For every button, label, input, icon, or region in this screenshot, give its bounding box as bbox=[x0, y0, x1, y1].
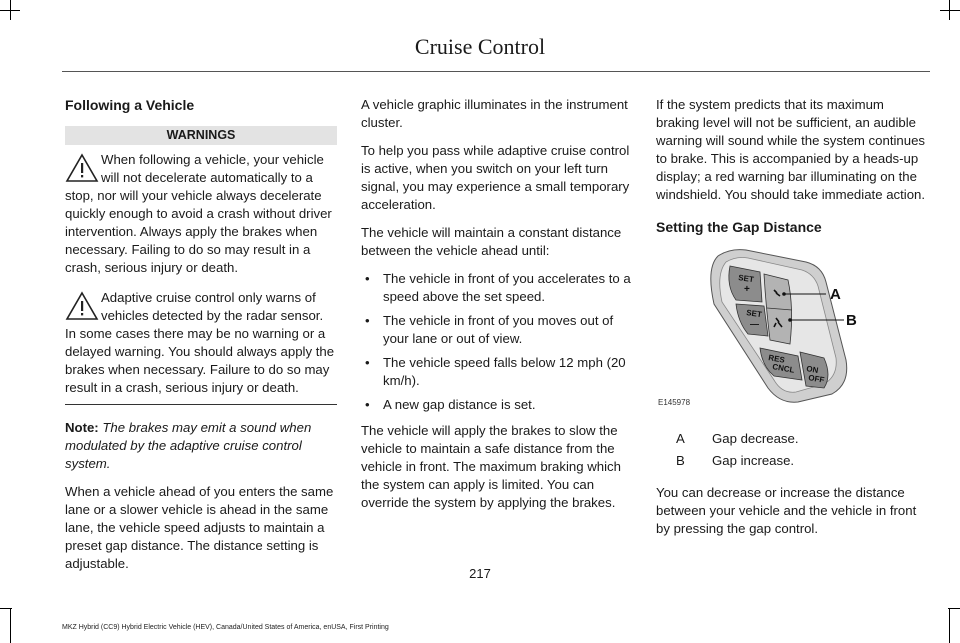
footer-text: MKZ Hybrid (CC9) Hybrid Electric Vehicle (HEV), Canada/United States of America, enUSA, First Printing bbox=[62, 624, 389, 631]
crop-mark-bottom-right bbox=[949, 608, 950, 643]
col2-paragraph-2: To help you pass while adaptive cruise control is active, when you switch on your left turn signal, you may experience a small temporary acceleration. bbox=[361, 143, 630, 212]
crop-mark-bottom-left-h bbox=[0, 608, 12, 609]
btn-cncl-label: CNCL bbox=[771, 362, 796, 375]
warning-2-first-line: Adaptive cruise control only warns of vehicles detected by the radar sensor. bbox=[101, 290, 324, 323]
btn-off-label: OFF bbox=[807, 373, 825, 385]
crop-mark-bottom-right-h bbox=[948, 608, 960, 609]
page-header-title: Cruise Control bbox=[414, 34, 546, 59]
col2-paragraph-3: The vehicle will maintain a constant distance between the vehicle ahead until: bbox=[361, 225, 622, 258]
steering-wheel-controls-figure bbox=[656, 248, 930, 410]
col2-paragraph-1: A vehicle graphic illuminates in the instrument cluster. bbox=[361, 97, 628, 130]
legend-key: A bbox=[676, 431, 685, 446]
list-item: • A new gap distance is set. bbox=[361, 396, 633, 414]
list-item: • The vehicle speed falls below 12 mph (20 km/h). bbox=[361, 354, 633, 390]
warning-1-rest: stop, nor will your vehicle always decelerate quickly enough to avoid a crash without driver intervention. Always apply the brakes when necessary. Failing to do so may result in a crash, serious injury or death. bbox=[65, 188, 332, 275]
page-number: 217 bbox=[469, 566, 491, 581]
crop-mark-top-right-h bbox=[940, 10, 960, 11]
legend-row-b bbox=[656, 452, 930, 470]
plus-label: + bbox=[744, 284, 750, 295]
warning-triangle-icon bbox=[65, 153, 99, 183]
column-3 bbox=[656, 96, 930, 548]
warnings-end-rule bbox=[65, 404, 337, 405]
column-1 bbox=[65, 96, 337, 583]
note-paragraph bbox=[65, 419, 337, 473]
warnings-heading: WARNINGS bbox=[65, 126, 337, 145]
warning-triangle-icon bbox=[65, 291, 99, 321]
callout-b: B bbox=[846, 312, 857, 329]
btn-set-minus-label: SET bbox=[745, 308, 763, 320]
gap-intro-paragraph: When a vehicle ahead of you enters the same lane or a slower vehicle is ahead in the same lane, the vehicle speed adjusts to maintain a preset gap distance. The distance setting is adjustable. bbox=[65, 484, 334, 571]
warning-item-1 bbox=[65, 151, 337, 277]
btn-set-plus-label: SET bbox=[737, 273, 755, 285]
legend-text: Gap decrease. bbox=[712, 431, 799, 446]
list-item: • The vehicle in front of you accelerates to a speed above the set speed. bbox=[361, 270, 633, 306]
btn-on-label: ON bbox=[805, 364, 820, 376]
callout-a: A bbox=[830, 286, 841, 303]
crop-mark-bottom-left bbox=[10, 608, 11, 643]
figure-legend bbox=[656, 430, 930, 470]
warning-1-first-line: When following a vehicle, your vehicle will not decelerate automatically to a bbox=[101, 152, 324, 185]
warning-item-2 bbox=[65, 289, 337, 397]
btn-res-label: RES bbox=[767, 353, 786, 365]
warning-2-rest: In some cases there may be no warning or a delayed warning. You should always apply the brakes when necessary. Failure to do so may result in a crash, serious injury or death. bbox=[65, 326, 335, 395]
column-2 bbox=[361, 96, 633, 522]
steering-wheel-controls-illustration bbox=[656, 248, 930, 410]
section-title: Following a Vehicle bbox=[65, 97, 195, 113]
header-rule bbox=[62, 71, 930, 72]
condition-list bbox=[361, 270, 633, 414]
note-label: Note: bbox=[65, 420, 99, 435]
minus-label: — bbox=[750, 319, 759, 329]
col3-paragraph-1: If the system predicts that its maximum braking level will not be sufficient, an audible warning will sound while the system continues to brake. This is accompanied by a heads-up display; a red warning bar illuminating on the windshield. You should take immediate action. bbox=[656, 97, 926, 202]
gap-distance-subheading: Setting the Gap Distance bbox=[656, 219, 822, 235]
list-item: • The vehicle in front of you moves out of your lane or out of view. bbox=[361, 312, 633, 348]
crop-mark-top-left-h bbox=[0, 10, 20, 11]
legend-text: Gap increase. bbox=[712, 453, 795, 468]
figure-id: E145978 bbox=[658, 398, 691, 407]
note-text: The brakes may emit a sound when modulated by the adaptive cruise control system. bbox=[65, 420, 312, 471]
col3-paragraph-2: You can decrease or increase the distance between your vehicle and the vehicle in front by pressing the gap control. bbox=[656, 485, 917, 536]
legend-row-a bbox=[656, 430, 930, 448]
legend-key: B bbox=[676, 453, 685, 468]
col2-paragraph-4: The vehicle will apply the brakes to slow the vehicle to maintain a safe distance from the vehicle in front. The maximum braking which the system can apply is limited. You can override the system by applying the brakes. bbox=[361, 423, 621, 510]
